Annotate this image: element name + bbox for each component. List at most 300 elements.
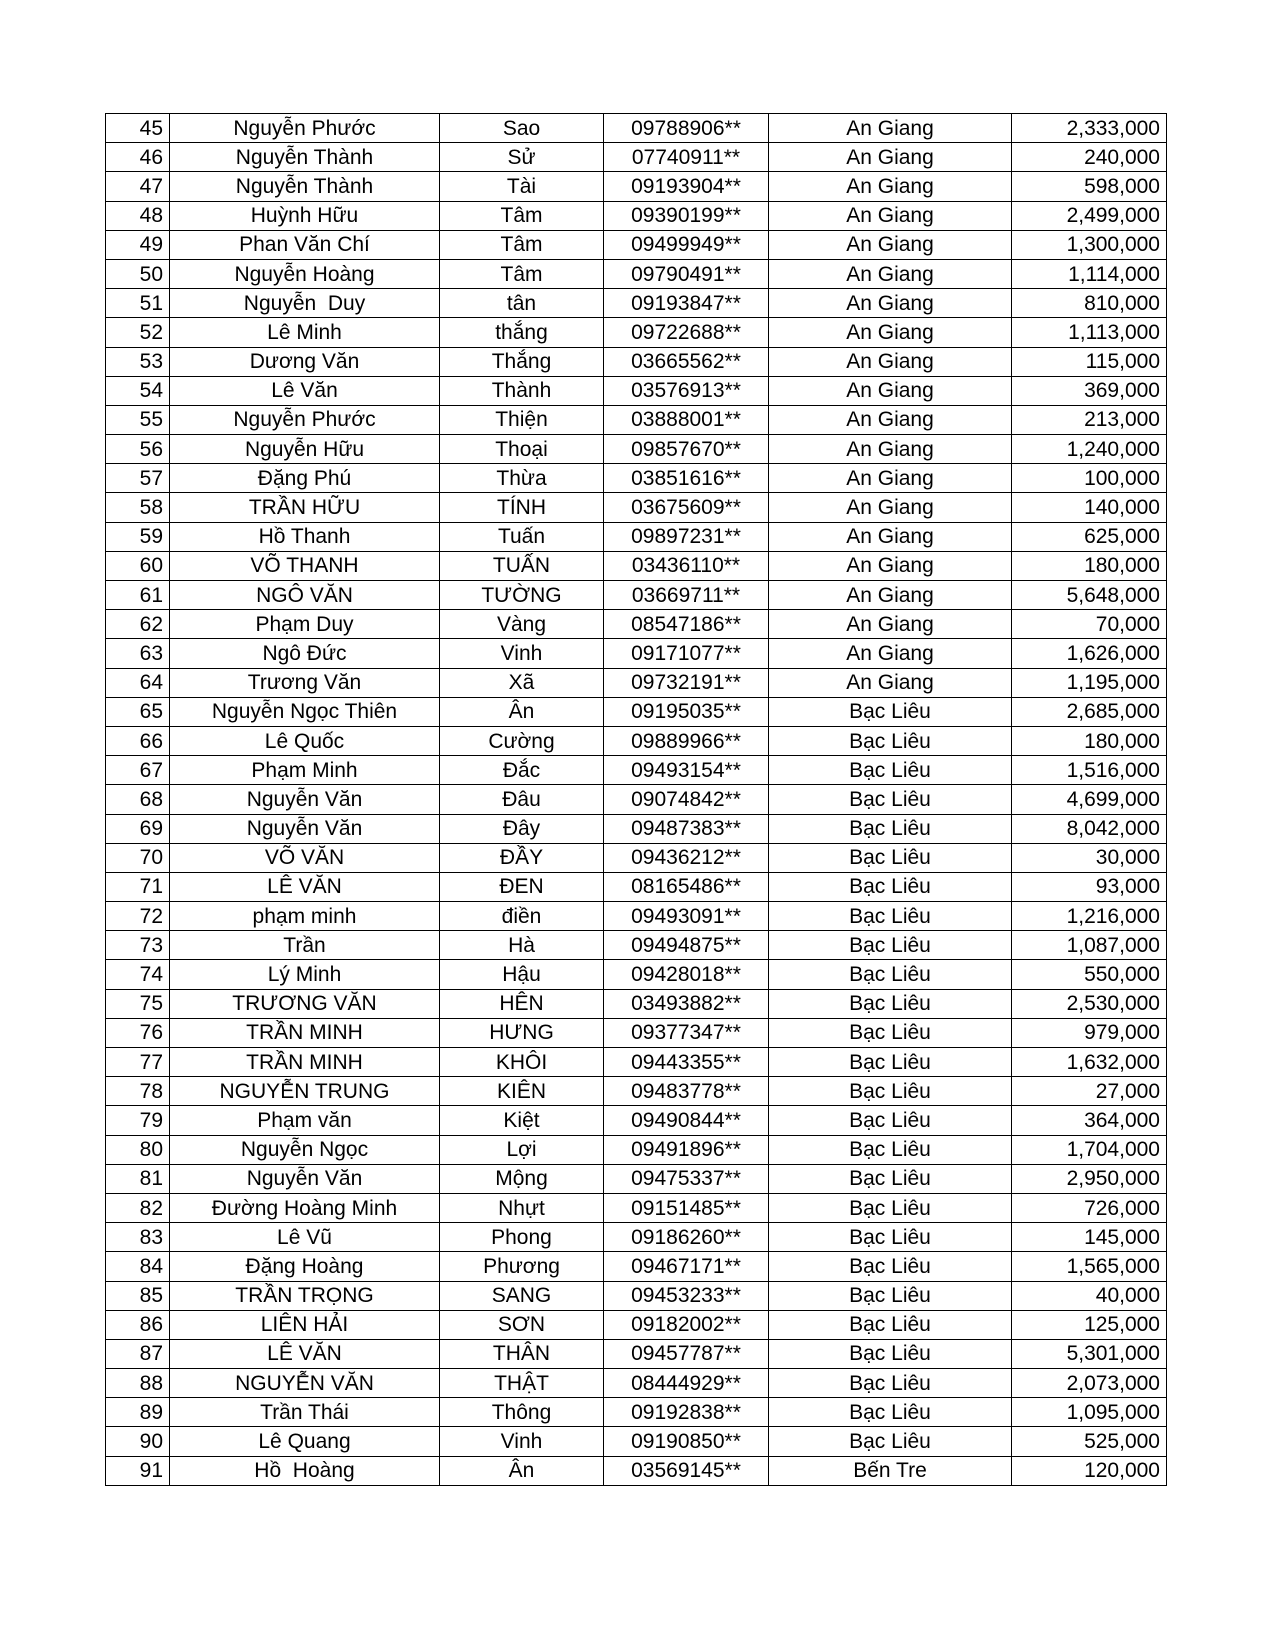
phone-number-cell: 09186260**	[604, 1223, 769, 1252]
given-name-cell: Cường	[440, 726, 604, 755]
row-number-cell: 85	[106, 1281, 170, 1310]
amount-cell: 2,950,000	[1012, 1164, 1167, 1193]
given-name-cell: Đắc	[440, 756, 604, 785]
amount-cell: 364,000	[1012, 1106, 1167, 1135]
amount-cell: 1,216,000	[1012, 902, 1167, 931]
phone-number-cell: 09790491**	[604, 259, 769, 288]
table-row	[106, 989, 1167, 1018]
phone-number-cell: 09171077**	[604, 639, 769, 668]
amount-cell: 140,000	[1012, 493, 1167, 522]
table-row	[106, 1048, 1167, 1077]
given-name-cell: KHÔI	[440, 1048, 604, 1077]
phone-number-cell: 08444929**	[604, 1369, 769, 1398]
amount-cell: 1,114,000	[1012, 259, 1167, 288]
province-cell: An Giang	[769, 464, 1012, 493]
family-name-cell: Nguyễn Thành	[170, 172, 440, 201]
given-name-cell: TÍNH	[440, 493, 604, 522]
family-name-cell: Nguyễn Duy	[170, 289, 440, 318]
table-row	[106, 1369, 1167, 1398]
amount-cell: 2,333,000	[1012, 114, 1167, 143]
amount-cell: 213,000	[1012, 405, 1167, 434]
row-number-cell: 69	[106, 814, 170, 843]
phone-number-cell: 09722688**	[604, 318, 769, 347]
row-number-cell: 72	[106, 902, 170, 931]
province-cell: Bạc Liêu	[769, 902, 1012, 931]
table-row	[106, 1164, 1167, 1193]
row-number-cell: 77	[106, 1048, 170, 1077]
row-number-cell: 88	[106, 1369, 170, 1398]
row-number-cell: 48	[106, 201, 170, 230]
phone-number-cell: 09788906**	[604, 114, 769, 143]
table-row	[106, 902, 1167, 931]
province-cell: An Giang	[769, 522, 1012, 551]
amount-cell: 1,626,000	[1012, 639, 1167, 668]
table-row	[106, 960, 1167, 989]
family-name-cell: Phan Văn Chí	[170, 230, 440, 259]
family-name-cell: Lê Quốc	[170, 726, 440, 755]
family-name-cell: Nguyễn Ngọc	[170, 1135, 440, 1164]
given-name-cell: Ân	[440, 697, 604, 726]
province-cell: An Giang	[769, 230, 1012, 259]
given-name-cell: Phong	[440, 1223, 604, 1252]
phone-number-cell: 09494875**	[604, 931, 769, 960]
given-name-cell: Vinh	[440, 1427, 604, 1456]
table-row	[106, 318, 1167, 347]
province-cell: Bạc Liêu	[769, 1252, 1012, 1281]
amount-cell: 369,000	[1012, 376, 1167, 405]
province-cell: An Giang	[769, 493, 1012, 522]
given-name-cell: tân	[440, 289, 604, 318]
given-name-cell: Tuấn	[440, 522, 604, 551]
given-name-cell: thắng	[440, 318, 604, 347]
amount-cell: 27,000	[1012, 1077, 1167, 1106]
family-name-cell: Lê Minh	[170, 318, 440, 347]
family-name-cell: VÕ VĂN	[170, 843, 440, 872]
amount-cell: 2,530,000	[1012, 989, 1167, 1018]
family-name-cell: Lê Văn	[170, 376, 440, 405]
phone-number-cell: 03888001**	[604, 405, 769, 434]
given-name-cell: Ân	[440, 1456, 604, 1485]
family-name-cell: Phạm Duy	[170, 610, 440, 639]
row-number-cell: 55	[106, 405, 170, 434]
table-row	[106, 405, 1167, 434]
province-cell: An Giang	[769, 114, 1012, 143]
given-name-cell: Mộng	[440, 1164, 604, 1193]
given-name-cell: Nhựt	[440, 1193, 604, 1222]
table-row	[106, 435, 1167, 464]
table-row	[106, 1339, 1167, 1368]
province-cell: Bến Tre	[769, 1456, 1012, 1485]
given-name-cell: Vàng	[440, 610, 604, 639]
row-number-cell: 67	[106, 756, 170, 785]
row-number-cell: 91	[106, 1456, 170, 1485]
province-cell: Bạc Liêu	[769, 1339, 1012, 1368]
given-name-cell: Đâu	[440, 785, 604, 814]
amount-cell: 5,648,000	[1012, 581, 1167, 610]
family-name-cell: Hồ Thanh	[170, 522, 440, 551]
province-cell: Bạc Liêu	[769, 1018, 1012, 1047]
province-cell: Bạc Liêu	[769, 872, 1012, 901]
phone-number-cell: 03851616**	[604, 464, 769, 493]
table-row	[106, 230, 1167, 259]
row-number-cell: 63	[106, 639, 170, 668]
row-number-cell: 60	[106, 551, 170, 580]
phone-number-cell: 09487383**	[604, 814, 769, 843]
given-name-cell: Tài	[440, 172, 604, 201]
province-cell: An Giang	[769, 201, 1012, 230]
phone-number-cell: 09467171**	[604, 1252, 769, 1281]
province-cell: An Giang	[769, 435, 1012, 464]
table-row	[106, 872, 1167, 901]
table-row	[106, 581, 1167, 610]
row-number-cell: 74	[106, 960, 170, 989]
row-number-cell: 57	[106, 464, 170, 493]
row-number-cell: 71	[106, 872, 170, 901]
amount-cell: 598,000	[1012, 172, 1167, 201]
family-name-cell: Trần Thái	[170, 1398, 440, 1427]
province-cell: An Giang	[769, 318, 1012, 347]
family-name-cell: NGUYỄN TRUNG	[170, 1077, 440, 1106]
amount-cell: 1,240,000	[1012, 435, 1167, 464]
amount-cell: 1,704,000	[1012, 1135, 1167, 1164]
phone-number-cell: 09457787**	[604, 1339, 769, 1368]
table-row	[106, 1193, 1167, 1222]
province-cell: Bạc Liêu	[769, 1077, 1012, 1106]
province-cell: An Giang	[769, 347, 1012, 376]
province-cell: Bạc Liêu	[769, 931, 1012, 960]
family-name-cell: LIÊN HẢI	[170, 1310, 440, 1339]
row-number-cell: 50	[106, 259, 170, 288]
phone-number-cell: 09491896**	[604, 1135, 769, 1164]
given-name-cell: Phương	[440, 1252, 604, 1281]
given-name-cell: Thắng	[440, 347, 604, 376]
table-row	[106, 1310, 1167, 1339]
amount-cell: 180,000	[1012, 551, 1167, 580]
phone-number-cell: 09182002**	[604, 1310, 769, 1339]
family-name-cell: TRẦN MINH	[170, 1018, 440, 1047]
table-row	[106, 1281, 1167, 1310]
row-number-cell: 89	[106, 1398, 170, 1427]
phone-number-cell: 09193847**	[604, 289, 769, 318]
table-row	[106, 697, 1167, 726]
province-cell: An Giang	[769, 172, 1012, 201]
table-row	[106, 843, 1167, 872]
given-name-cell: ĐẦY	[440, 843, 604, 872]
province-cell: An Giang	[769, 551, 1012, 580]
row-number-cell: 81	[106, 1164, 170, 1193]
province-cell: Bạc Liêu	[769, 1427, 1012, 1456]
family-name-cell: Nguyễn Hữu	[170, 435, 440, 464]
given-name-cell: Đây	[440, 814, 604, 843]
amount-cell: 2,499,000	[1012, 201, 1167, 230]
given-name-cell: SƠN	[440, 1310, 604, 1339]
given-name-cell: Hậu	[440, 960, 604, 989]
row-number-cell: 51	[106, 289, 170, 318]
family-name-cell: NGUYỄN VĂN	[170, 1369, 440, 1398]
row-number-cell: 75	[106, 989, 170, 1018]
amount-cell: 180,000	[1012, 726, 1167, 755]
amount-cell: 1,087,000	[1012, 931, 1167, 960]
family-name-cell: Đường Hoàng Minh	[170, 1193, 440, 1222]
table-row	[106, 756, 1167, 785]
family-name-cell: Đặng Phú	[170, 464, 440, 493]
amount-cell: 810,000	[1012, 289, 1167, 318]
amount-cell: 1,113,000	[1012, 318, 1167, 347]
province-cell: An Giang	[769, 639, 1012, 668]
phone-number-cell: 09493154**	[604, 756, 769, 785]
amount-cell: 30,000	[1012, 843, 1167, 872]
province-cell: Bạc Liêu	[769, 756, 1012, 785]
phone-number-cell: 08547186**	[604, 610, 769, 639]
family-name-cell: phạm minh	[170, 902, 440, 931]
family-name-cell: Nguyễn Văn	[170, 814, 440, 843]
amount-cell: 115,000	[1012, 347, 1167, 376]
table-row	[106, 1106, 1167, 1135]
phone-number-cell: 09428018**	[604, 960, 769, 989]
amount-cell: 1,195,000	[1012, 668, 1167, 697]
table-row	[106, 1456, 1167, 1485]
province-cell: Bạc Liêu	[769, 785, 1012, 814]
row-number-cell: 87	[106, 1339, 170, 1368]
amount-cell: 550,000	[1012, 960, 1167, 989]
amount-cell: 145,000	[1012, 1223, 1167, 1252]
phone-number-cell: 09151485**	[604, 1193, 769, 1222]
given-name-cell: Tâm	[440, 259, 604, 288]
amount-cell: 625,000	[1012, 522, 1167, 551]
row-number-cell: 82	[106, 1193, 170, 1222]
amount-cell: 1,300,000	[1012, 230, 1167, 259]
table-row	[106, 1398, 1167, 1427]
given-name-cell: SANG	[440, 1281, 604, 1310]
family-name-cell: TRẦN HỮU	[170, 493, 440, 522]
row-number-cell: 53	[106, 347, 170, 376]
given-name-cell: điền	[440, 902, 604, 931]
family-name-cell: Lê Vũ	[170, 1223, 440, 1252]
amount-cell: 5,301,000	[1012, 1339, 1167, 1368]
amount-cell: 40,000	[1012, 1281, 1167, 1310]
table-row	[106, 201, 1167, 230]
document-page	[105, 113, 1167, 1486]
row-number-cell: 90	[106, 1427, 170, 1456]
table-row	[106, 639, 1167, 668]
family-name-cell: LÊ VĂN	[170, 1339, 440, 1368]
row-number-cell: 59	[106, 522, 170, 551]
phone-number-cell: 09377347**	[604, 1018, 769, 1047]
family-name-cell: Lê Quang	[170, 1427, 440, 1456]
family-name-cell: Nguyễn Văn	[170, 785, 440, 814]
family-name-cell: TRƯƠNG VĂN	[170, 989, 440, 1018]
family-name-cell: Trần	[170, 931, 440, 960]
phone-number-cell: 03675609**	[604, 493, 769, 522]
row-number-cell: 49	[106, 230, 170, 259]
phone-number-cell: 09490844**	[604, 1106, 769, 1135]
phone-number-cell: 09475337**	[604, 1164, 769, 1193]
table-row	[106, 522, 1167, 551]
table-row	[106, 610, 1167, 639]
given-name-cell: TUẤN	[440, 551, 604, 580]
row-number-cell: 52	[106, 318, 170, 347]
phone-number-cell: 09889966**	[604, 726, 769, 755]
province-cell: An Giang	[769, 581, 1012, 610]
province-cell: Bạc Liêu	[769, 1310, 1012, 1339]
given-name-cell: Tâm	[440, 230, 604, 259]
table-row	[106, 785, 1167, 814]
phone-number-cell: 09436212**	[604, 843, 769, 872]
table-row	[106, 1252, 1167, 1281]
given-name-cell: Thành	[440, 376, 604, 405]
phone-number-cell: 03436110**	[604, 551, 769, 580]
province-cell: Bạc Liêu	[769, 697, 1012, 726]
given-name-cell: Vinh	[440, 639, 604, 668]
given-name-cell: Xã	[440, 668, 604, 697]
amount-cell: 8,042,000	[1012, 814, 1167, 843]
family-name-cell: Nguyễn Phước	[170, 114, 440, 143]
row-number-cell: 58	[106, 493, 170, 522]
amount-cell: 1,095,000	[1012, 1398, 1167, 1427]
family-name-cell: VÕ THANH	[170, 551, 440, 580]
table-row	[106, 1223, 1167, 1252]
province-cell: An Giang	[769, 143, 1012, 172]
given-name-cell: ĐEN	[440, 872, 604, 901]
row-number-cell: 68	[106, 785, 170, 814]
province-cell: Bạc Liêu	[769, 989, 1012, 1018]
phone-number-cell: 07740911**	[604, 143, 769, 172]
phone-number-cell: 03493882**	[604, 989, 769, 1018]
phone-number-cell: 09732191**	[604, 668, 769, 697]
given-name-cell: Lợi	[440, 1135, 604, 1164]
phone-number-cell: 03569145**	[604, 1456, 769, 1485]
phone-number-cell: 09897231**	[604, 522, 769, 551]
phone-number-cell: 09193904**	[604, 172, 769, 201]
phone-number-cell: 03665562**	[604, 347, 769, 376]
family-name-cell: Hồ Hoàng	[170, 1456, 440, 1485]
amount-cell: 2,685,000	[1012, 697, 1167, 726]
phone-number-cell: 09493091**	[604, 902, 769, 931]
recipients-table	[105, 113, 1167, 1486]
table-row	[106, 493, 1167, 522]
phone-number-cell: 09857670**	[604, 435, 769, 464]
table-row	[106, 814, 1167, 843]
given-name-cell: Tâm	[440, 201, 604, 230]
row-number-cell: 45	[106, 114, 170, 143]
amount-cell: 525,000	[1012, 1427, 1167, 1456]
given-name-cell: Thông	[440, 1398, 604, 1427]
table-row	[106, 347, 1167, 376]
phone-number-cell: 08165486**	[604, 872, 769, 901]
row-number-cell: 83	[106, 1223, 170, 1252]
province-cell: Bạc Liêu	[769, 1281, 1012, 1310]
given-name-cell: Sử	[440, 143, 604, 172]
table-row	[106, 1427, 1167, 1456]
family-name-cell: Phạm Minh	[170, 756, 440, 785]
province-cell: Bạc Liêu	[769, 1135, 1012, 1164]
amount-cell: 240,000	[1012, 143, 1167, 172]
province-cell: An Giang	[769, 289, 1012, 318]
given-name-cell: THẬT	[440, 1369, 604, 1398]
province-cell: An Giang	[769, 376, 1012, 405]
row-number-cell: 65	[106, 697, 170, 726]
family-name-cell: Trương Văn	[170, 668, 440, 697]
table-body	[106, 114, 1167, 1486]
family-name-cell: Ngô Đức	[170, 639, 440, 668]
row-number-cell: 78	[106, 1077, 170, 1106]
row-number-cell: 80	[106, 1135, 170, 1164]
row-number-cell: 76	[106, 1018, 170, 1047]
province-cell: Bạc Liêu	[769, 1164, 1012, 1193]
family-name-cell: Nguyễn Thành	[170, 143, 440, 172]
row-number-cell: 61	[106, 581, 170, 610]
table-row	[106, 1077, 1167, 1106]
row-number-cell: 62	[106, 610, 170, 639]
amount-cell: 70,000	[1012, 610, 1167, 639]
province-cell: An Giang	[769, 405, 1012, 434]
row-number-cell: 70	[106, 843, 170, 872]
given-name-cell: THÂN	[440, 1339, 604, 1368]
province-cell: Bạc Liêu	[769, 814, 1012, 843]
province-cell: Bạc Liêu	[769, 960, 1012, 989]
phone-number-cell: 09453233**	[604, 1281, 769, 1310]
table-row	[106, 143, 1167, 172]
table-row	[106, 551, 1167, 580]
family-name-cell: Nguyễn Hoàng	[170, 259, 440, 288]
family-name-cell: NGÔ VĂN	[170, 581, 440, 610]
amount-cell: 726,000	[1012, 1193, 1167, 1222]
family-name-cell: Phạm văn	[170, 1106, 440, 1135]
given-name-cell: HƯNG	[440, 1018, 604, 1047]
family-name-cell: Lý Minh	[170, 960, 440, 989]
family-name-cell: Nguyễn Văn	[170, 1164, 440, 1193]
province-cell: An Giang	[769, 610, 1012, 639]
province-cell: Bạc Liêu	[769, 1193, 1012, 1222]
family-name-cell: Huỳnh Hữu	[170, 201, 440, 230]
given-name-cell: Sao	[440, 114, 604, 143]
amount-cell: 1,565,000	[1012, 1252, 1167, 1281]
table-row	[106, 668, 1167, 697]
table-row	[106, 1018, 1167, 1047]
given-name-cell: HÊN	[440, 989, 604, 1018]
phone-number-cell: 09190850**	[604, 1427, 769, 1456]
amount-cell: 1,632,000	[1012, 1048, 1167, 1077]
row-number-cell: 56	[106, 435, 170, 464]
given-name-cell: Hà	[440, 931, 604, 960]
amount-cell: 4,699,000	[1012, 785, 1167, 814]
row-number-cell: 73	[106, 931, 170, 960]
table-row	[106, 259, 1167, 288]
table-row	[106, 726, 1167, 755]
family-name-cell: TRẦN TRỌNG	[170, 1281, 440, 1310]
row-number-cell: 84	[106, 1252, 170, 1281]
row-number-cell: 54	[106, 376, 170, 405]
province-cell: Bạc Liêu	[769, 843, 1012, 872]
phone-number-cell: 03669711**	[604, 581, 769, 610]
table-row	[106, 376, 1167, 405]
phone-number-cell: 03576913**	[604, 376, 769, 405]
family-name-cell: Dương Văn	[170, 347, 440, 376]
given-name-cell: Thoại	[440, 435, 604, 464]
given-name-cell: Thiện	[440, 405, 604, 434]
given-name-cell: KIÊN	[440, 1077, 604, 1106]
phone-number-cell: 09195035**	[604, 697, 769, 726]
family-name-cell: Nguyễn Ngọc Thiên	[170, 697, 440, 726]
amount-cell: 979,000	[1012, 1018, 1167, 1047]
province-cell: Bạc Liêu	[769, 1223, 1012, 1252]
row-number-cell: 79	[106, 1106, 170, 1135]
table-row	[106, 931, 1167, 960]
phone-number-cell: 09483778**	[604, 1077, 769, 1106]
province-cell: Bạc Liêu	[769, 1106, 1012, 1135]
province-cell: Bạc Liêu	[769, 726, 1012, 755]
given-name-cell: Kiệt	[440, 1106, 604, 1135]
